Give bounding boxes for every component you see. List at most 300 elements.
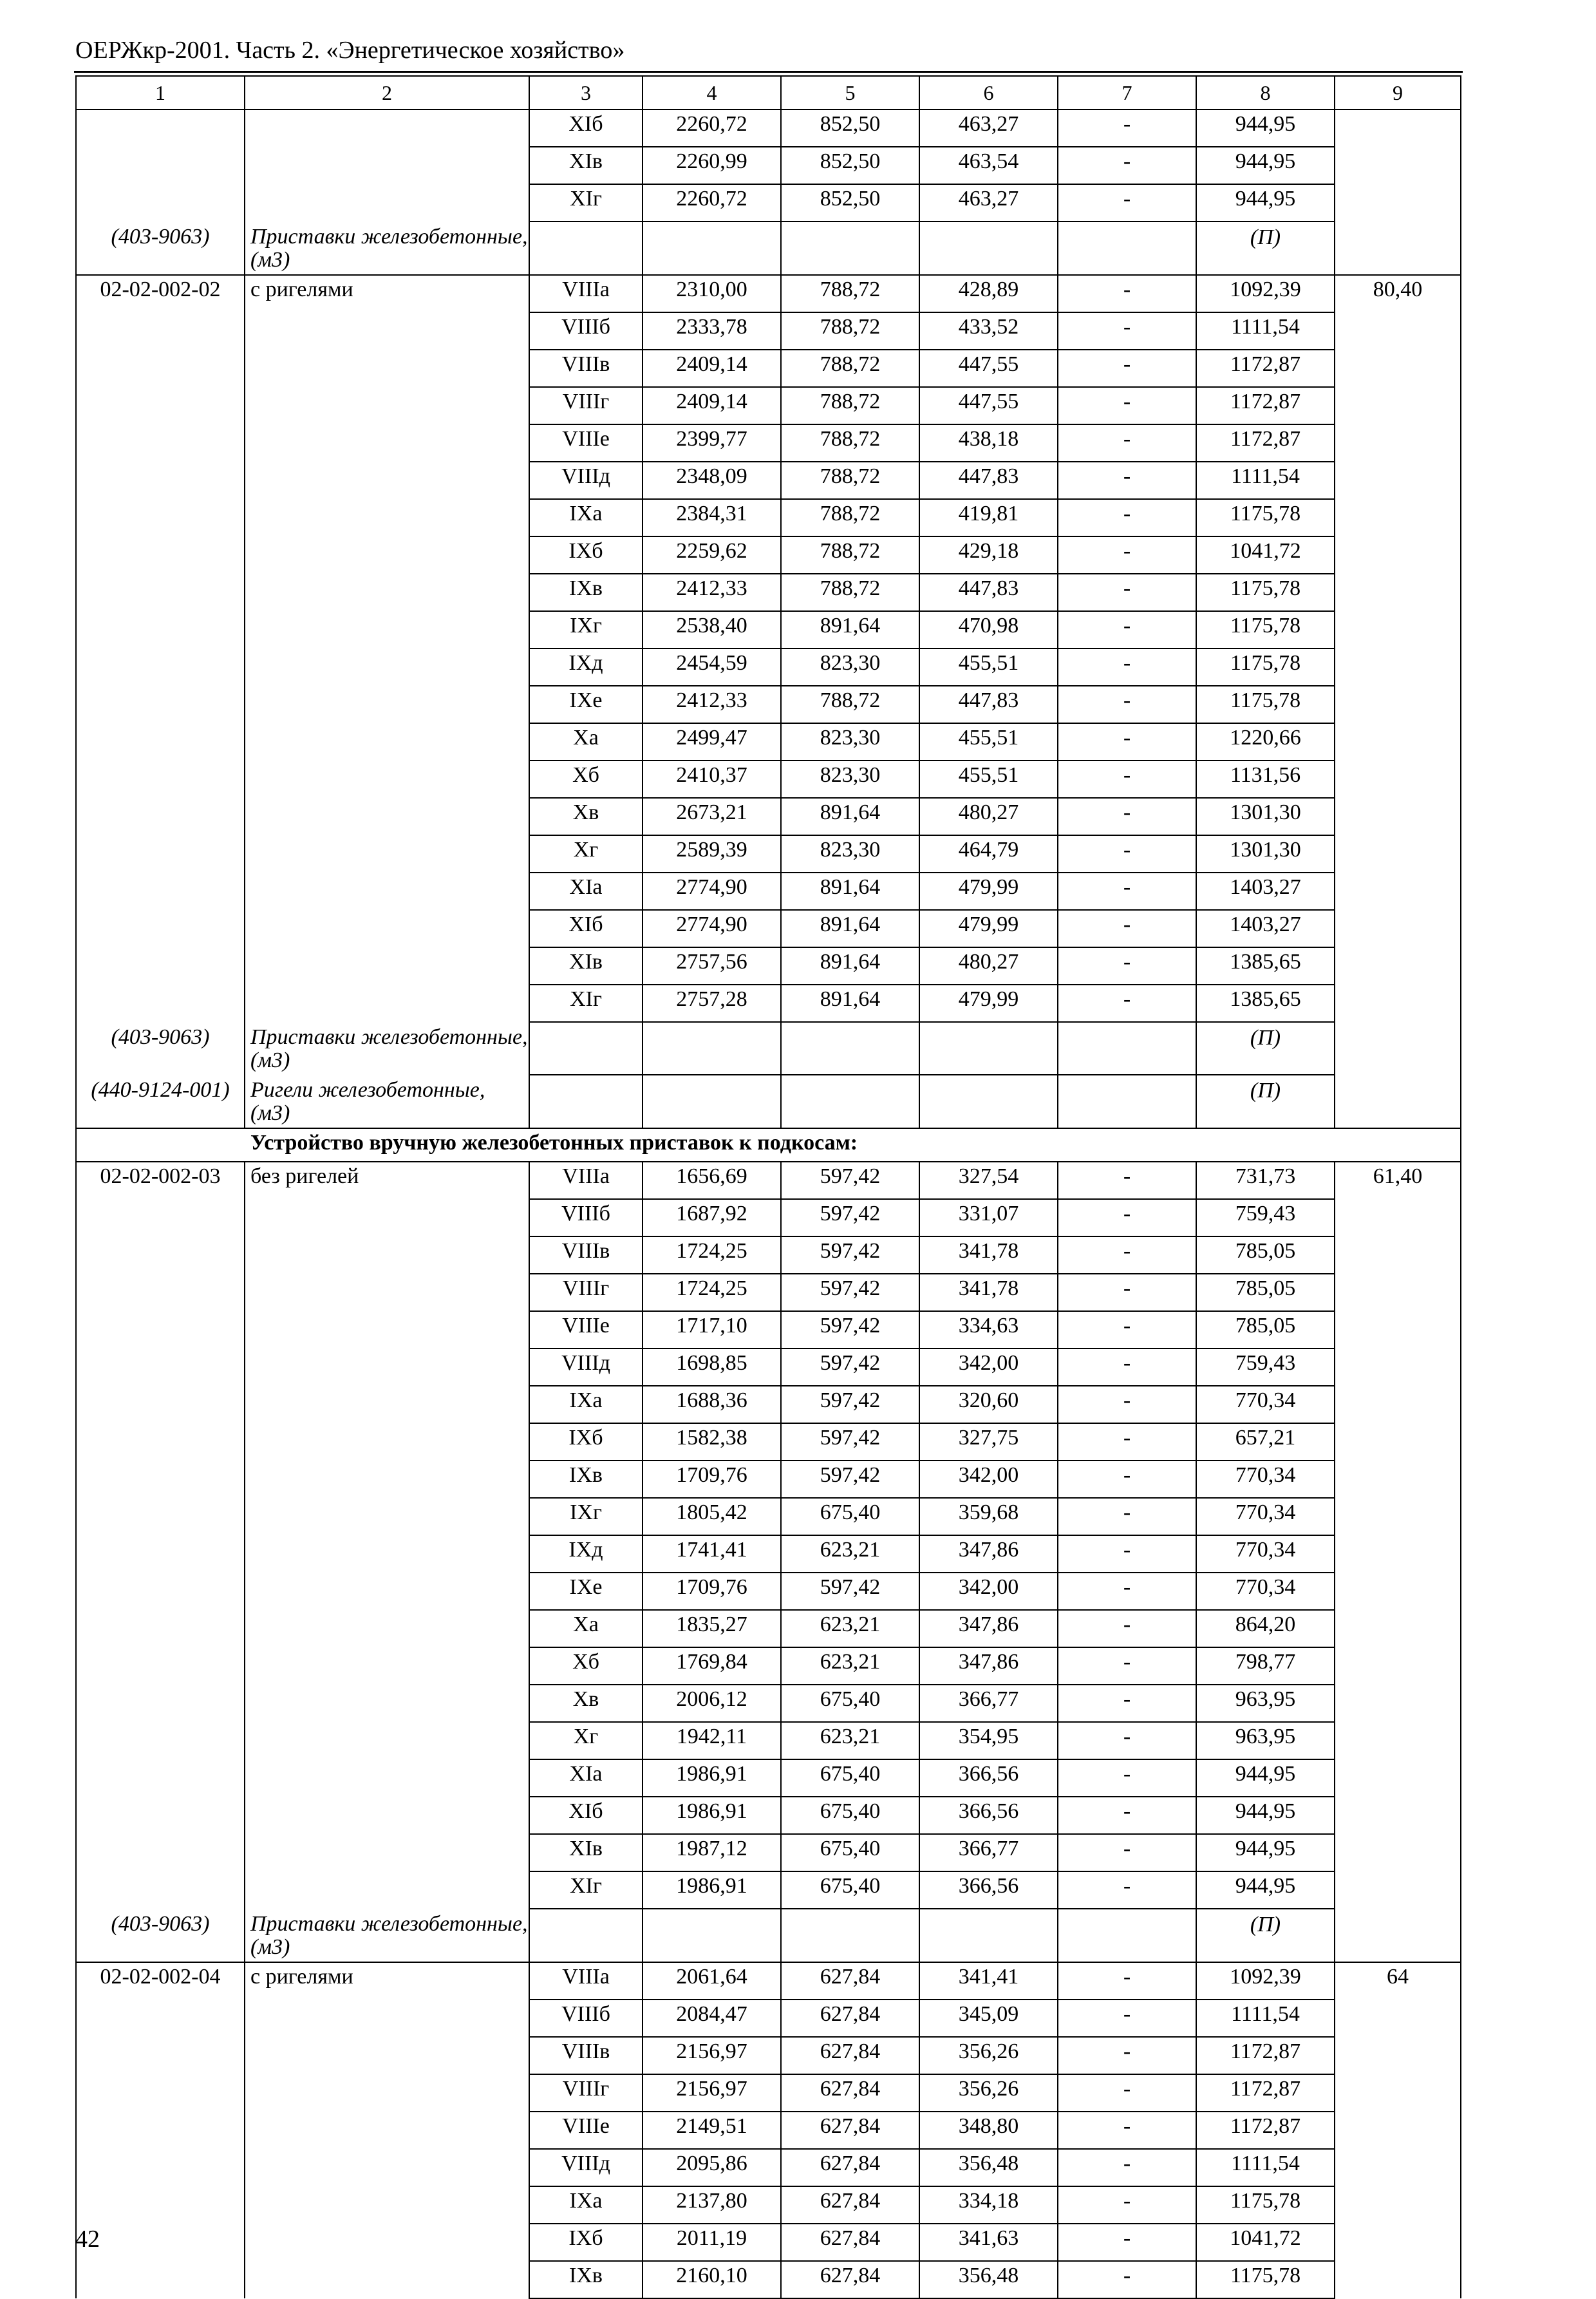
labor-cost-cell: 627,84 [781, 2261, 919, 2298]
direct-cost-cell: 2260,72 [643, 109, 781, 147]
zone-cell: Хб [529, 1647, 643, 1685]
direct-cost-cell: 2156,97 [643, 2037, 781, 2074]
table-row [76, 1759, 1461, 1797]
labor-cost-cell: 823,30 [781, 648, 919, 686]
table-row [76, 947, 1461, 985]
rate-code-cell [76, 1386, 245, 1423]
resource-note-row [76, 1909, 1461, 1962]
labor-hours-cell [1335, 1722, 1461, 1759]
empty-cell [919, 1075, 1058, 1128]
work-name-cell [245, 611, 529, 648]
work-name-cell [245, 1535, 529, 1573]
direct-cost-cell: 2757,28 [643, 985, 781, 1022]
empty-cell [919, 1909, 1058, 1962]
rate-code-cell [76, 2149, 245, 2186]
work-name-cell [245, 1274, 529, 1311]
machine-cost-cell: 479,99 [919, 910, 1058, 947]
rate-code-cell: 02-02-002-02 [76, 275, 245, 312]
table-row [76, 1461, 1461, 1498]
table-row [76, 1797, 1461, 1834]
machinist-cost-cell: - [1058, 947, 1196, 985]
machinist-cost-cell: - [1058, 611, 1196, 648]
rate-code-cell [76, 387, 245, 424]
labor-hours-cell: 64 [1335, 1962, 1461, 2000]
labor-hours-cell [1335, 910, 1461, 947]
rates-table [75, 75, 1461, 2299]
direct-cost-cell: 1724,25 [643, 1274, 781, 1311]
rate-code-cell [76, 873, 245, 910]
machine-cost-cell: 347,86 [919, 1610, 1058, 1647]
labor-cost-cell: 788,72 [781, 462, 919, 499]
rate-code-cell [76, 2000, 245, 2037]
zone-cell: ХIг [529, 1871, 643, 1909]
column-header: 4 [643, 76, 781, 109]
direct-cost-cell: 1698,85 [643, 1348, 781, 1386]
work-name-cell [245, 873, 529, 910]
direct-cost-cell: 2061,64 [643, 1962, 781, 2000]
machine-cost-cell: 331,07 [919, 1199, 1058, 1236]
material-cost-cell: 770,34 [1196, 1573, 1335, 1610]
table-row [76, 761, 1461, 798]
empty-cell [1335, 1909, 1461, 1962]
rate-code-cell [76, 985, 245, 1022]
machine-cost-cell: 463,27 [919, 184, 1058, 222]
material-cost-cell: 1385,65 [1196, 947, 1335, 985]
work-name-cell [245, 835, 529, 873]
labor-cost-cell: 675,40 [781, 1498, 919, 1535]
zone-cell: VIIIб [529, 312, 643, 350]
machine-cost-cell: 455,51 [919, 723, 1058, 761]
rate-code-cell [76, 1573, 245, 1610]
zone-cell: VIIIг [529, 2074, 643, 2112]
direct-cost-cell: 1709,76 [643, 1461, 781, 1498]
rate-code-cell [76, 536, 245, 574]
table-row [76, 387, 1461, 424]
direct-cost-cell: 2348,09 [643, 462, 781, 499]
rate-code-cell [76, 499, 245, 536]
rate-code-cell [76, 1498, 245, 1535]
labor-cost-cell: 627,84 [781, 2149, 919, 2186]
direct-cost-cell: 1688,36 [643, 1386, 781, 1423]
machine-cost-cell: 447,83 [919, 462, 1058, 499]
rate-code-cell [76, 574, 245, 611]
machinist-cost-cell: - [1058, 723, 1196, 761]
work-name-cell [245, 2112, 529, 2149]
column-header: 5 [781, 76, 919, 109]
empty-cell [1058, 1909, 1196, 1962]
machine-cost-cell: 334,18 [919, 2186, 1058, 2224]
zone-cell: IХе [529, 686, 643, 723]
machine-cost-cell: 447,83 [919, 574, 1058, 611]
machinist-cost-cell: - [1058, 462, 1196, 499]
labor-hours-cell [1335, 387, 1461, 424]
direct-cost-cell: 2137,80 [643, 2186, 781, 2224]
machine-cost-cell: 479,99 [919, 985, 1058, 1022]
machinist-cost-cell: - [1058, 574, 1196, 611]
labor-hours-cell [1335, 2037, 1461, 2074]
machinist-cost-cell: - [1058, 2224, 1196, 2261]
rate-code-cell [76, 350, 245, 387]
rate-code-cell [76, 147, 245, 184]
rate-code-cell [76, 1722, 245, 1759]
zone-cell: VIIIв [529, 1236, 643, 1274]
resource-name-cell: Приставки железобетонные, (м3) [245, 1909, 529, 1962]
labor-hours-cell [1335, 723, 1461, 761]
machine-cost-cell: 348,80 [919, 2112, 1058, 2149]
labor-cost-cell: 623,21 [781, 1722, 919, 1759]
work-name-cell [245, 462, 529, 499]
material-cost-cell: 1092,39 [1196, 1962, 1335, 2000]
labor-cost-cell: 623,21 [781, 1535, 919, 1573]
work-name-cell [245, 2000, 529, 2037]
labor-cost-cell: 597,42 [781, 1311, 919, 1348]
work-name-cell [245, 1759, 529, 1797]
empty-cell [529, 222, 643, 275]
machine-cost-cell: 347,86 [919, 1535, 1058, 1573]
section-heading: Устройство вручную железобетонных приставок к подкосам: [76, 1128, 1461, 1162]
column-header: 8 [1196, 76, 1335, 109]
work-name-cell [245, 350, 529, 387]
labor-hours-cell [1335, 2186, 1461, 2224]
labor-cost-cell: 627,84 [781, 2074, 919, 2112]
direct-cost-cell: 2673,21 [643, 798, 781, 835]
work-name-cell [245, 574, 529, 611]
zone-cell: VIIIв [529, 350, 643, 387]
rate-code-cell [76, 611, 245, 648]
work-name-cell [245, 2224, 529, 2261]
empty-cell [1335, 1022, 1461, 1075]
empty-cell [643, 1909, 781, 1962]
work-name-cell [245, 312, 529, 350]
table-row [76, 1722, 1461, 1759]
direct-cost-cell: 1656,69 [643, 1162, 781, 1199]
machine-cost-cell: 327,54 [919, 1162, 1058, 1199]
direct-cost-cell: 2589,39 [643, 835, 781, 873]
rate-code-cell [76, 2224, 245, 2261]
resource-note-mark-cell: (П) [1196, 222, 1335, 275]
rate-code-cell [76, 1535, 245, 1573]
labor-hours-cell [1335, 1535, 1461, 1573]
direct-cost-cell: 2412,33 [643, 686, 781, 723]
empty-cell [919, 222, 1058, 275]
rate-code-cell [76, 2037, 245, 2074]
zone-cell: Ха [529, 1610, 643, 1647]
empty-cell [643, 222, 781, 275]
labor-cost-cell: 823,30 [781, 723, 919, 761]
zone-cell: VIIIа [529, 1162, 643, 1199]
labor-hours-cell [1335, 2261, 1461, 2298]
labor-hours-cell [1335, 648, 1461, 686]
machine-cost-cell: 366,77 [919, 1834, 1058, 1871]
material-cost-cell: 864,20 [1196, 1610, 1335, 1647]
empty-cell [781, 222, 919, 275]
machinist-cost-cell: - [1058, 184, 1196, 222]
rate-code-cell [76, 798, 245, 835]
material-cost-cell: 1111,54 [1196, 2149, 1335, 2186]
rate-code-cell [76, 1348, 245, 1386]
machine-cost-cell: 480,27 [919, 947, 1058, 985]
machine-cost-cell: 341,41 [919, 1962, 1058, 2000]
rate-code-cell [76, 1423, 245, 1461]
labor-cost-cell: 891,64 [781, 611, 919, 648]
labor-hours-cell [1335, 499, 1461, 536]
rate-code-cell [76, 1834, 245, 1871]
work-name-cell [245, 1311, 529, 1348]
labor-cost-cell: 823,30 [781, 835, 919, 873]
work-name-cell [245, 648, 529, 686]
resource-code-cell: (403-9063) [76, 222, 245, 275]
direct-cost-cell: 1986,91 [643, 1759, 781, 1797]
labor-cost-cell: 891,64 [781, 985, 919, 1022]
zone-cell: Ха [529, 723, 643, 761]
material-cost-cell: 759,43 [1196, 1199, 1335, 1236]
labor-hours-cell: 80,40 [1335, 275, 1461, 312]
material-cost-cell: 1111,54 [1196, 2000, 1335, 2037]
material-cost-cell: 1175,78 [1196, 2186, 1335, 2224]
labor-hours-cell [1335, 1236, 1461, 1274]
zone-cell: VIIIд [529, 2149, 643, 2186]
machinist-cost-cell: - [1058, 1423, 1196, 1461]
zone-cell: VIIIг [529, 387, 643, 424]
machine-cost-cell: 345,09 [919, 2000, 1058, 2037]
zone-cell: Хб [529, 761, 643, 798]
direct-cost-cell: 1769,84 [643, 1647, 781, 1685]
material-cost-cell: 785,05 [1196, 1274, 1335, 1311]
labor-hours-cell [1335, 312, 1461, 350]
zone-cell: IХа [529, 2186, 643, 2224]
labor-hours-cell [1335, 2074, 1461, 2112]
resource-note-mark-cell: (П) [1196, 1075, 1335, 1128]
rate-code-cell [76, 1647, 245, 1685]
work-name-cell [245, 1722, 529, 1759]
machine-cost-cell: 342,00 [919, 1348, 1058, 1386]
machinist-cost-cell: - [1058, 1461, 1196, 1498]
machinist-cost-cell: - [1058, 1759, 1196, 1797]
material-cost-cell: 944,95 [1196, 184, 1335, 222]
table-row [76, 910, 1461, 947]
rate-code-cell [76, 947, 245, 985]
work-name-cell [245, 761, 529, 798]
direct-cost-cell: 2156,97 [643, 2074, 781, 2112]
resource-code-cell: (403-9063) [76, 1909, 245, 1962]
table-row [76, 2149, 1461, 2186]
zone-cell: ХIв [529, 947, 643, 985]
table-row [76, 2224, 1461, 2261]
empty-cell [529, 1075, 643, 1128]
material-cost-cell: 657,21 [1196, 1423, 1335, 1461]
table-row [76, 147, 1461, 184]
material-cost-cell: 1111,54 [1196, 462, 1335, 499]
zone-cell: VIIIд [529, 462, 643, 499]
table-row [76, 275, 1461, 312]
labor-hours-cell [1335, 147, 1461, 184]
labor-cost-cell: 675,40 [781, 1871, 919, 1909]
work-name-cell [245, 424, 529, 462]
work-name-cell: с ригелями [245, 1962, 529, 2000]
zone-cell: IХе [529, 1573, 643, 1610]
labor-hours-cell [1335, 462, 1461, 499]
work-name-cell [245, 910, 529, 947]
direct-cost-cell: 1741,41 [643, 1535, 781, 1573]
direct-cost-cell: 1687,92 [643, 1199, 781, 1236]
work-name-cell [245, 184, 529, 222]
labor-hours-cell [1335, 1498, 1461, 1535]
machine-cost-cell: 464,79 [919, 835, 1058, 873]
machinist-cost-cell: - [1058, 985, 1196, 1022]
machinist-cost-cell: - [1058, 1348, 1196, 1386]
work-name-cell [245, 947, 529, 985]
material-cost-cell: 785,05 [1196, 1236, 1335, 1274]
table-row [76, 109, 1461, 147]
machinist-cost-cell: - [1058, 2074, 1196, 2112]
header-rule [74, 71, 1463, 73]
empty-cell [1335, 1075, 1461, 1128]
work-name-cell [245, 2149, 529, 2186]
rate-code-cell [76, 1610, 245, 1647]
machine-cost-cell: 342,00 [919, 1461, 1058, 1498]
rate-code-cell: 02-02-002-04 [76, 1962, 245, 2000]
table-row [76, 536, 1461, 574]
machine-cost-cell: 419,81 [919, 499, 1058, 536]
labor-hours-cell [1335, 873, 1461, 910]
table-row [76, 462, 1461, 499]
zone-cell: IХд [529, 1535, 643, 1573]
labor-hours-cell [1335, 1199, 1461, 1236]
table-row [76, 1685, 1461, 1722]
labor-cost-cell: 675,40 [781, 1685, 919, 1722]
table-row [76, 2186, 1461, 2224]
work-name-cell [245, 387, 529, 424]
labor-cost-cell: 675,40 [781, 1759, 919, 1797]
labor-cost-cell: 597,42 [781, 1386, 919, 1423]
direct-cost-cell: 2095,86 [643, 2149, 781, 2186]
resource-name-cell: Ригели железобетонные, (м3) [245, 1075, 529, 1128]
work-name-cell [245, 2261, 529, 2298]
page-number: 42 [75, 2226, 100, 2253]
table-row [76, 1236, 1461, 1274]
machine-cost-cell: 429,18 [919, 536, 1058, 574]
table-row [76, 1423, 1461, 1461]
material-cost-cell: 1041,72 [1196, 536, 1335, 574]
resource-name-cell: Приставки железобетонные, (м3) [245, 1022, 529, 1075]
machine-cost-cell: 354,95 [919, 1722, 1058, 1759]
material-cost-cell: 944,95 [1196, 1834, 1335, 1871]
labor-cost-cell: 788,72 [781, 387, 919, 424]
machinist-cost-cell: - [1058, 275, 1196, 312]
machinist-cost-cell: - [1058, 387, 1196, 424]
table-row [76, 312, 1461, 350]
labor-hours-cell [1335, 184, 1461, 222]
machine-cost-cell: 347,86 [919, 1647, 1058, 1685]
material-cost-cell: 1385,65 [1196, 985, 1335, 1022]
machinist-cost-cell: - [1058, 2186, 1196, 2224]
material-cost-cell: 785,05 [1196, 1311, 1335, 1348]
direct-cost-cell: 2149,51 [643, 2112, 781, 2149]
empty-cell [1335, 222, 1461, 275]
labor-hours-cell [1335, 686, 1461, 723]
resource-note-row [76, 1075, 1461, 1128]
labor-cost-cell: 627,84 [781, 2037, 919, 2074]
table-row [76, 499, 1461, 536]
labor-hours-cell [1335, 1647, 1461, 1685]
direct-cost-cell: 1942,11 [643, 1722, 781, 1759]
direct-cost-cell: 1986,91 [643, 1871, 781, 1909]
column-header: 3 [529, 76, 643, 109]
machine-cost-cell: 334,63 [919, 1311, 1058, 1348]
direct-cost-cell: 1987,12 [643, 1834, 781, 1871]
zone-cell: VIIIд [529, 1348, 643, 1386]
table-row [76, 1535, 1461, 1573]
labor-cost-cell: 788,72 [781, 350, 919, 387]
direct-cost-cell: 1709,76 [643, 1573, 781, 1610]
direct-cost-cell: 2259,62 [643, 536, 781, 574]
material-cost-cell: 1172,87 [1196, 2037, 1335, 2074]
zone-cell: Хг [529, 1722, 643, 1759]
labor-cost-cell: 891,64 [781, 910, 919, 947]
section-heading-row [76, 1128, 1461, 1162]
material-cost-cell: 1175,78 [1196, 2261, 1335, 2298]
resource-note-mark-cell: (П) [1196, 1909, 1335, 1962]
material-cost-cell: 1175,78 [1196, 574, 1335, 611]
table-row [76, 1610, 1461, 1647]
labor-cost-cell: 597,42 [781, 1274, 919, 1311]
labor-hours-cell [1335, 1871, 1461, 1909]
labor-cost-cell: 675,40 [781, 1797, 919, 1834]
material-cost-cell: 1175,78 [1196, 648, 1335, 686]
zone-cell: IХб [529, 2224, 643, 2261]
material-cost-cell: 1172,87 [1196, 2074, 1335, 2112]
machinist-cost-cell: - [1058, 686, 1196, 723]
direct-cost-cell: 2454,59 [643, 648, 781, 686]
rate-code-cell [76, 462, 245, 499]
machinist-cost-cell: - [1058, 761, 1196, 798]
machine-cost-cell: 356,26 [919, 2074, 1058, 2112]
column-number-row [76, 76, 1461, 109]
labor-cost-cell: 597,42 [781, 1348, 919, 1386]
direct-cost-cell: 2084,47 [643, 2000, 781, 2037]
material-cost-cell: 770,34 [1196, 1386, 1335, 1423]
labor-cost-cell: 623,21 [781, 1647, 919, 1685]
zone-cell: VIIIе [529, 1311, 643, 1348]
direct-cost-cell: 2409,14 [643, 387, 781, 424]
work-name-cell [245, 1647, 529, 1685]
material-cost-cell: 1172,87 [1196, 387, 1335, 424]
labor-cost-cell: 788,72 [781, 574, 919, 611]
work-name-cell [245, 1610, 529, 1647]
machine-cost-cell: 455,51 [919, 761, 1058, 798]
machine-cost-cell: 341,78 [919, 1236, 1058, 1274]
labor-hours-cell [1335, 574, 1461, 611]
column-header: 7 [1058, 76, 1196, 109]
zone-cell: ХIа [529, 1759, 643, 1797]
machine-cost-cell: 438,18 [919, 424, 1058, 462]
table-row [76, 985, 1461, 1022]
zone-cell: VIIIв [529, 2037, 643, 2074]
machinist-cost-cell: - [1058, 1962, 1196, 2000]
table-row [76, 1386, 1461, 1423]
zone-cell: VIIIа [529, 275, 643, 312]
machinist-cost-cell: - [1058, 1274, 1196, 1311]
labor-cost-cell: 623,21 [781, 1610, 919, 1647]
machinist-cost-cell: - [1058, 350, 1196, 387]
zone-cell: ХIв [529, 147, 643, 184]
direct-cost-cell: 2409,14 [643, 350, 781, 387]
zone-cell: IХб [529, 536, 643, 574]
material-cost-cell: 944,95 [1196, 109, 1335, 147]
material-cost-cell: 1175,78 [1196, 686, 1335, 723]
work-name-cell [245, 536, 529, 574]
machinist-cost-cell: - [1058, 648, 1196, 686]
